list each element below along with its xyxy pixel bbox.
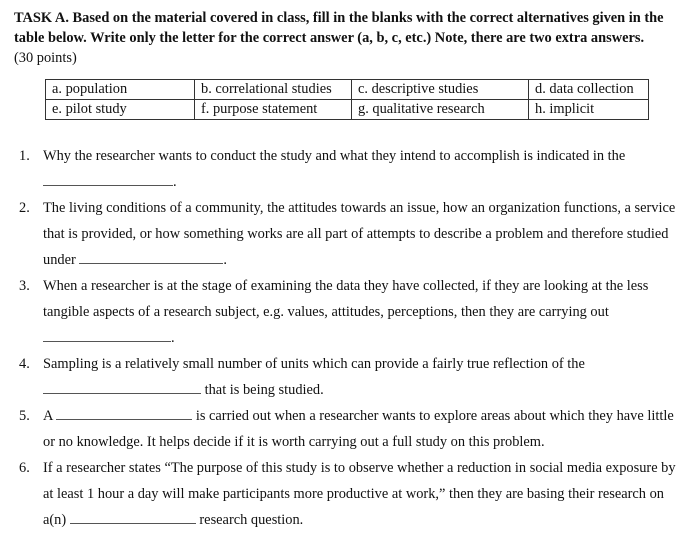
question-number: 4.: [19, 356, 30, 372]
question-list: [0, 143, 700, 533]
question-number: 2.: [19, 200, 30, 216]
question-text: If a researcher states “The purpose of this study is to observe whether a reduction in social media exposure by at least 1 hour a day will make participants more productive at work,” then they are basing their research on a(n): [43, 460, 676, 528]
question-text: The living conditions of a community, the attitudes towards an issue, how an organization functions, a service that is provided, or how something works are all part of attempts to describe a problem and therefore studied under: [43, 200, 676, 268]
alternative-cell: h. implicit: [529, 100, 649, 120]
task-label: TASK A.: [14, 10, 69, 26]
answer-blank[interactable]: [43, 171, 173, 186]
question-text: Why the researcher wants to conduct the study and what they intend to accomplish is indicated in the: [43, 148, 626, 164]
task-instructions: [14, 8, 664, 68]
answer-blank[interactable]: [43, 327, 171, 342]
question-number: 3.: [19, 278, 30, 294]
question-text: A: [43, 408, 53, 424]
question-text-after: research question.: [199, 512, 304, 528]
answer-blank[interactable]: [43, 379, 201, 394]
question-text-after: .: [173, 174, 177, 190]
answer-blank[interactable]: [70, 509, 196, 524]
task-points: (30 points): [14, 50, 77, 66]
alternative-cell: c. descriptive studies: [352, 80, 529, 100]
question-item: [0, 273, 683, 351]
alternative-cell: b. correlational studies: [195, 80, 352, 100]
question-item: [0, 143, 683, 195]
alternatives-row: [46, 80, 649, 100]
question-text-after: that is being studied.: [204, 382, 324, 398]
question-number: 6.: [19, 460, 30, 476]
question-item: [0, 195, 683, 273]
alternative-cell: f. purpose statement: [195, 100, 352, 120]
task-text: Based on the material covered in class, fill in the blanks with the correct alternatives given in the table below. Write only the letter for the correct answer (a, b, c, etc.) Note, there are two extra answers.: [14, 10, 664, 46]
question-item: [0, 455, 683, 533]
alternative-cell: g. qualitative research: [352, 100, 529, 120]
alternatives-table: [45, 79, 649, 120]
question-text: Sampling is a relatively small number of units which can provide a fairly true reflection of the: [43, 356, 585, 372]
question-text-after: .: [171, 330, 175, 346]
alternative-cell: e. pilot study: [46, 100, 195, 120]
answer-blank[interactable]: [56, 405, 192, 420]
alternative-cell: d. data collection: [529, 80, 649, 100]
question-item: [0, 403, 683, 455]
question-text-after: .: [223, 252, 227, 268]
answer-blank[interactable]: [79, 249, 223, 264]
question-number: 1.: [19, 148, 30, 164]
question-item: [0, 351, 683, 403]
question-text-after: is carried out when a researcher wants to explore areas about which they have little or no knowledge. It helps decide if it is worth carrying out a full study on this problem.: [43, 408, 674, 450]
question-number: 5.: [19, 408, 30, 424]
alternatives-row: [46, 100, 649, 120]
alternative-cell: a. population: [46, 80, 195, 100]
question-text: When a researcher is at the stage of examining the data they have collected, if they are looking at the less tangible aspects of a research subject, e.g. values, attitudes, perceptions, then they are carrying out: [43, 278, 649, 320]
